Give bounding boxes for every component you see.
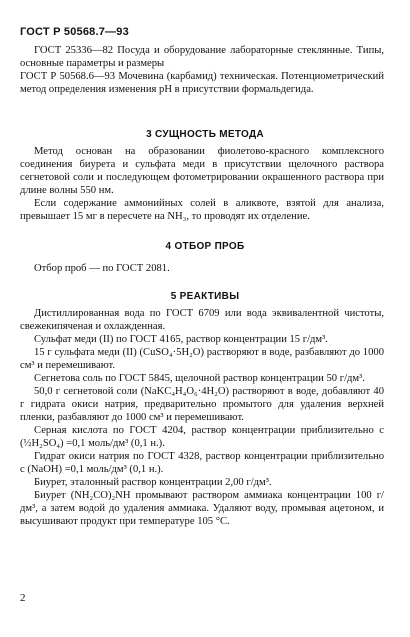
section-4-body bbox=[20, 262, 384, 275]
section-3-body bbox=[20, 145, 384, 223]
section-3-heading: 3 СУЩНОСТЬ МЕТОДА bbox=[146, 129, 264, 140]
paragraph: Гидрат окиси натрия по ГОСТ 4328, раствор концентрации приблизительно c (NaOH) =0,1 моль/дм³ (0,1 н.). bbox=[20, 451, 384, 475]
paragraph: Метод основан на образовании фиолетово-красного комплексного соединения биурета и сульфата меди в присутствии щелочного раствора сегнетовой соли и последующем фотометрировании окрашенного раствора при длине волны 550 нм. bbox=[20, 146, 384, 196]
running-header: ГОСТ Р 50568.7—93 bbox=[20, 26, 129, 38]
reference-item: ГОСТ 25336—82 Посуда и оборудование лабораторные стеклянные. Типы, основные параметры и размеры bbox=[20, 45, 384, 69]
reference-item: ГОСТ Р 50568.6—93 Мочевина (карбамид) техническая. Потенциометрический метод определения изменения pH в присутствии формальдегида. bbox=[20, 71, 384, 95]
section-4-heading: 4 ОТБОР ПРОБ bbox=[165, 241, 245, 252]
page-number: 2 bbox=[20, 592, 26, 604]
section-5-heading: 5 РЕАКТИВЫ bbox=[170, 291, 240, 302]
paragraph: Серная кислота по ГОСТ 4204, раствор концентрации приблизительно c (½H₂SO₄) =0,1 моль/дм³ (0,1 н.). bbox=[20, 425, 384, 449]
paragraph: Отбор проб — по ГОСТ 2081. bbox=[34, 263, 170, 274]
paragraph: Дистиллированная вода по ГОСТ 6709 или вода эквивалентной чистоты, свежекипяченая и охлажденная. bbox=[20, 308, 384, 332]
paragraph: Биурет, эталонный раствор концентрации 2,00 г/дм³. bbox=[34, 477, 272, 488]
paragraph: Сульфат меди (II) по ГОСТ 4165, раствор концентрации 15 г/дм³. bbox=[34, 334, 328, 345]
paragraph: Если содержание аммонийных солей в аликвоте, взятой для анализа, превышает 15 мг в пересчете на NH₃, то проводят их отделение. bbox=[20, 198, 384, 222]
paragraph: 50,0 г сегнетовой соли (NaKC₄H₄O₆·4H₂O) растворяют в воде, добавляют 40 г гидрата окиси натрия, предварительно промытого для удаления верхней пленки, разбавляют до 1000 см³ и перемешивают. bbox=[20, 386, 384, 423]
paragraph: Сегнетова соль по ГОСТ 5845, щелочной раствор концентрации 50 г/дм³. bbox=[34, 373, 365, 384]
paragraph: Биурет (NH₂CO)₂NH промывают раствором аммиака концентрации 100 г/дм³, а затем водой до удаления аммиака. Удаляют воду, промывая ацетоном, и высушивают продукт при температуре 105 °С. bbox=[20, 490, 384, 527]
section-5-body bbox=[20, 307, 384, 528]
paragraph: 15 г сульфата меди (II) (CuSO₄·5H₂O) растворяют в воде, разбавляют до 1000 см³ и перемешивают. bbox=[20, 347, 384, 371]
references-list bbox=[20, 44, 384, 96]
